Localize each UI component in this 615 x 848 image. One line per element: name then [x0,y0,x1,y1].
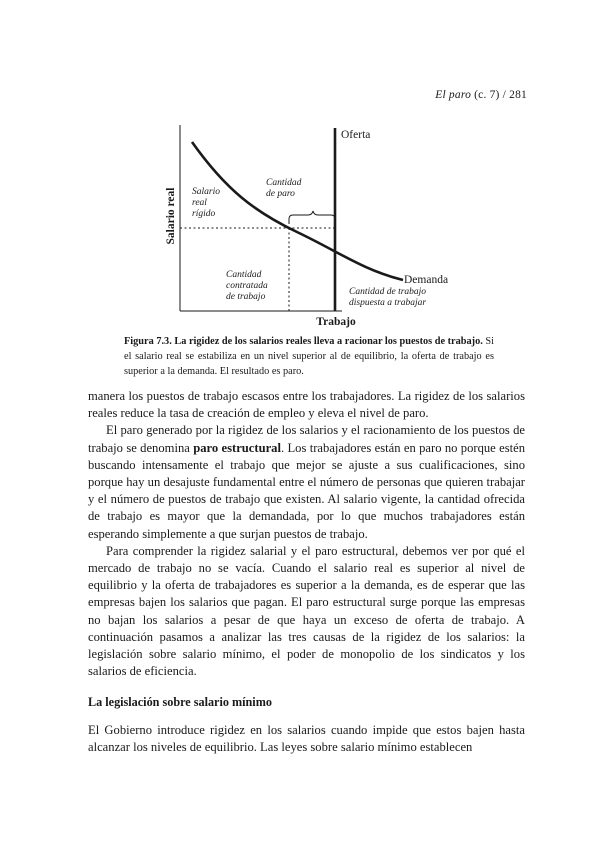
supply-label: Oferta [341,129,371,141]
paragraph-text: . Los trabajadores están en paro no porque estén buscando intensamente el trabajo que mejor se ajuste a sus cualificaciones, sino porque hay un desajuste fundamental entre el número de personas que quieren trabajar y el número de puestos de trabajo que existen. Al salario vigente, la cantidad ofrecida de trabajo es mayor que la demandada, por lo que muchos trabajadores están esperando simplemente a que surjan puestos de trabajo. [88,440,526,541]
y-axis-label: Salario real [165,187,177,245]
available-label-line: Cantidad de trabajo [349,287,427,297]
rigid-wage-label-line: rígido [192,209,216,219]
unemployment-label-line: Cantidad [266,178,302,188]
paragraph: manera los puestos de trabajo escasos entre los trabajadores. La rigidez de los salarios reales reduce la tasa de creación de empleo y eleva el nivel de paro. [88,389,525,421]
available-label-line: dispuesta a trabajar [349,298,427,308]
labor-market-figure [0,0,615,330]
paragraph-text: El paro generado por la rigidez de los salarios y el racionamiento de los puestos de trabajo se denomina [88,423,525,455]
caption-text: Si el salario real se estabiliza en un nivel superior al de equilibrio, la oferta de trabajo es superior a la demanda. El resultado es paro. [124,336,494,377]
section-text [88,722,525,756]
running-title: El paro [435,89,472,101]
demand-label: Demanda [404,274,449,286]
section-heading: La legislación sobre salario mínimo [88,695,272,709]
unemployment-label-line: de paro [266,189,295,199]
header-separator: / [502,89,507,101]
caption-title: Figura 7.3. La rigidez de los salarios reales lleva a racionar los puestos de trabajo. [124,336,483,347]
demand-curve [192,142,403,280]
key-term: paro estructural [193,440,281,455]
rigid-wage-label-line: real [192,198,207,208]
body-text [88,388,525,680]
x-axis-label: Trabajo [316,316,356,328]
paragraph: El Gobierno introduce rigidez en los salarios cuando impide que estos bajen hasta alcanzar los niveles de equilibrio. Las leyes sobre salario mínimo establecen [88,723,525,755]
figure-caption [124,334,494,379]
hired-label-line: Cantidad [226,270,262,280]
paragraph: Para comprender la rigidez salarial y el paro estructural, debemos ver por qué el mercado de trabajo no se vacía. Cuando el salario real es superior al nivel de equilibrio y la oferta de trabajadores es superior a la demanda, es de esperar que las empresas bajen los salarios que pagan. El paro estructural surge porque las empresas no bajan los salarios a pesar de que haya un exceso de oferta de trabajo. A continuación pasamos a analizar las tres causas de la rigidez de los salarios: la legislación sobre salario mínimo, el poder de monopolio de los sindicatos y los salarios de eficiencia. [88,543,525,679]
rigid-wage-label-line: Salario [192,187,220,197]
chapter-ref: (c. 7) [474,89,500,101]
paragraph [88,422,525,542]
page-number: 281 [509,89,527,101]
hired-label-line: contratada [226,281,268,291]
unemployment-brace [289,211,335,224]
hired-label-line: de trabajo [226,292,266,302]
